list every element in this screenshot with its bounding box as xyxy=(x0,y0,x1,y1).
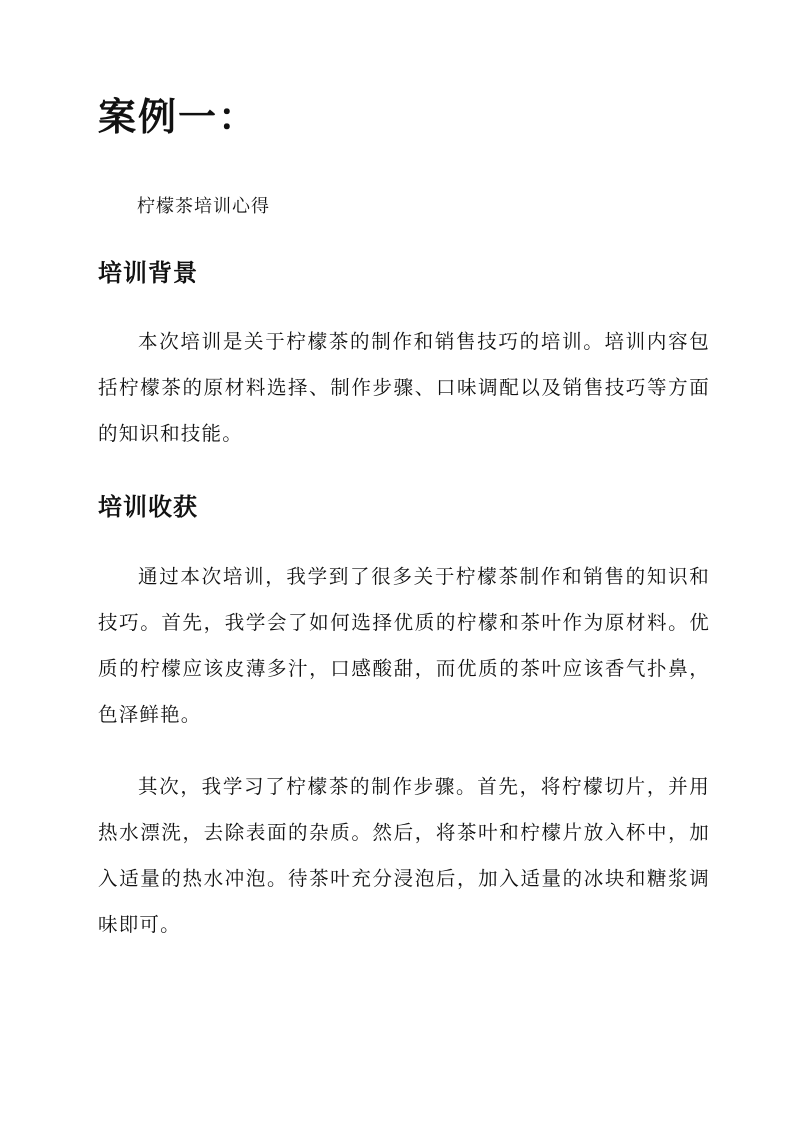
paragraph-gains-2: 其次，我学习了柠檬茶的制作步骤。首先，将柠檬切片，并用热水漂洗，去除表面的杂质。然后，将茶叶和柠檬片放入杯中，加入适量的热水冲泡。待茶叶充分浸泡后，加入适量的冰块和糖浆调味即可。 xyxy=(98,775,710,936)
section-heading-background: 培训背景 xyxy=(98,259,198,287)
document-subtitle: 柠檬茶培训心得 xyxy=(137,196,270,217)
case-title: 案例一： xyxy=(98,95,259,139)
paragraph-background: 本次培训是关于柠檬茶的制作和销售技巧的培训。培训内容包括柠檬茶的原材料选择、制作步骤、口味调配以及销售技巧等方面的知识和技能。 xyxy=(98,330,710,445)
section-heading-gains: 培训收获 xyxy=(98,493,198,521)
paragraph-gains-1: 通过本次培训，我学到了很多关于柠檬茶制作和销售的知识和技巧。首先，我学会了如何选择优质的柠檬和茶叶作为原材料。优质的柠檬应该皮薄多汁，口感酸甜，而优质的茶叶应该香气扑鼻，色泽鲜艳。 xyxy=(98,565,710,726)
